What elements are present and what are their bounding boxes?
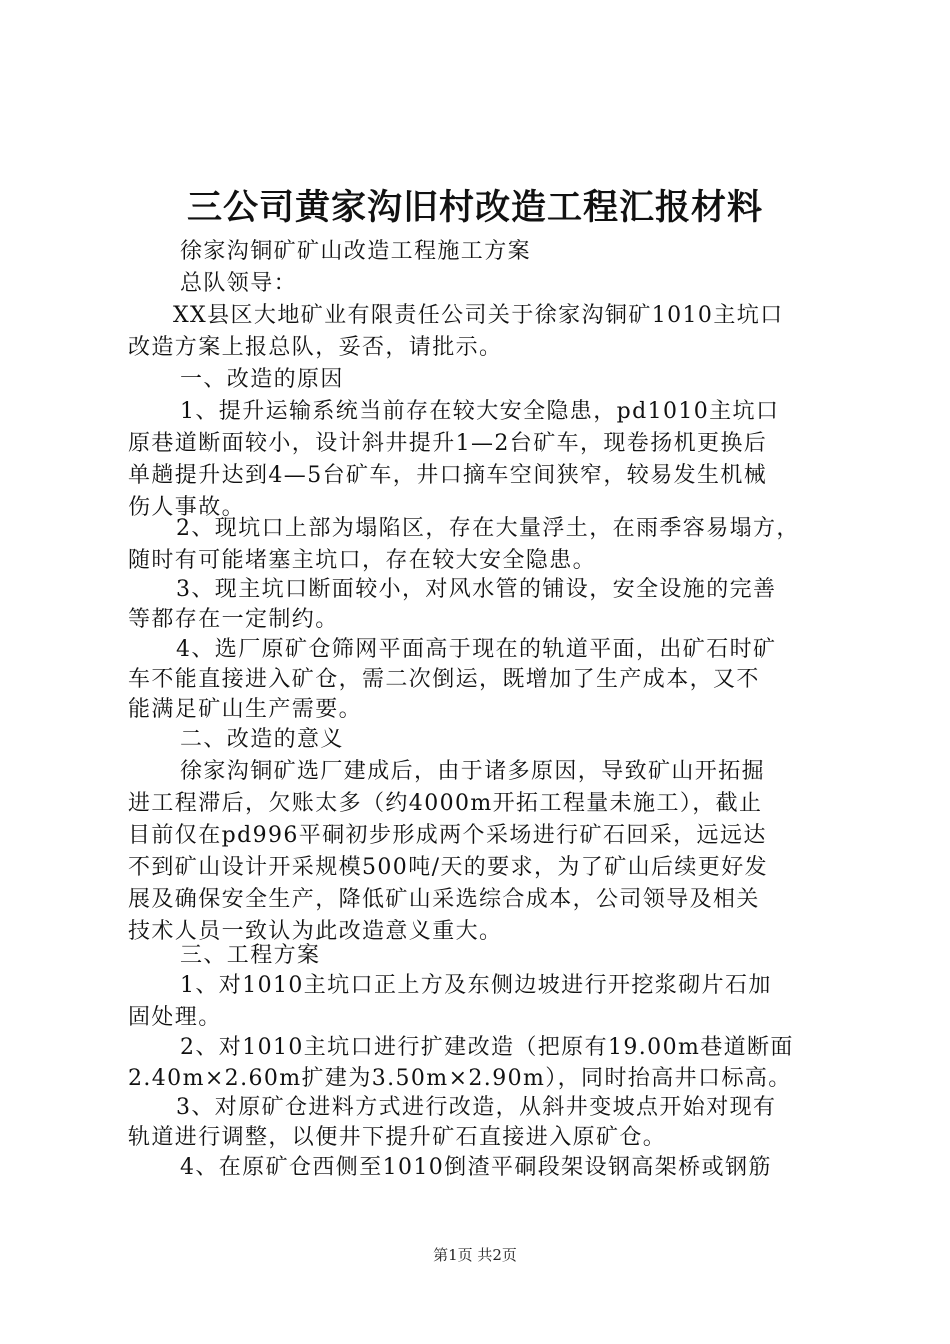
paragraph-line: 随时有可能堵塞主坑口，存在较大安全隐患。: [128, 548, 597, 573]
salutation-line: 总队领导：: [180, 271, 298, 296]
paragraph-line: 伤人事故。: [128, 495, 246, 520]
paragraph-line: 轨道进行调整，以便井下提升矿石直接进入原矿仓。: [128, 1125, 667, 1150]
paragraph-line: 2、对1010主坑口进行扩建改造（把原有19.00m巷道断面: [180, 1035, 794, 1060]
section-heading: 一、改造的原因: [180, 367, 344, 392]
document-title: 三公司黄家沟旧村改造工程汇报材料: [186, 187, 763, 228]
paragraph-line: 技术人员一致认为此改造意义重大。: [128, 919, 503, 944]
paragraph-line: 单趟提升达到4—5台矿车，井口摘车空间狭窄，较易发生机械: [128, 463, 768, 488]
paragraph-line: 固处理。: [128, 1005, 222, 1030]
paragraph-line: 能满足矿山生产需要。: [128, 697, 363, 722]
paragraph-line: 车不能直接进入矿仓，需二次倒运，既增加了生产成本，又不: [128, 667, 760, 692]
section-heading: 三、工程方案: [180, 943, 321, 968]
paragraph-line: 4、在原矿仓西侧至1010倒渣平硐段架设钢高架桥或钢筋: [180, 1155, 772, 1180]
paragraph-line: 进工程滞后，欠账太多（约4000m开拓工程量未施工），截止: [128, 791, 763, 816]
paragraph-line: 不到矿山设计开采规模500吨/天的要求，为了矿山后续更好发: [128, 855, 769, 880]
paragraph-line: 原巷道断面较小，设计斜井提升1—2台矿车，现卷扬机更换后: [128, 431, 768, 456]
paragraph-line: 2.40m×2.60m扩建为3.50m×2.90m），同时抬高井口标高。: [128, 1066, 792, 1091]
paragraph-line: 3、现主坑口断面较小，对风水管的铺设，安全设施的完善: [176, 577, 777, 602]
paragraph-line: 徐家沟铜矿选厂建成后，由于诸多原因，导致矿山开拓掘: [180, 759, 766, 784]
paragraph-line: XX县区大地矿业有限责任公司关于徐家沟铜矿1010主坑口: [173, 303, 784, 328]
paragraph-line: 改造方案上报总队，妥否，请批示。: [128, 335, 503, 360]
subtitle-line: 徐家沟铜矿矿山改造工程施工方案: [180, 239, 532, 264]
paragraph-line: 2、现坑口上部为塌陷区，存在大量浮土，在雨季容易塌方，: [176, 516, 800, 541]
page-footer: 第1页 共2页: [433, 1246, 517, 1264]
paragraph-line: 目前仅在pd996平硐初步形成两个采场进行矿石回采，远远达: [128, 823, 767, 848]
paragraph-line: 1、对1010主坑口正上方及东侧边坡进行开挖浆砌片石加: [180, 973, 772, 998]
paragraph-line: 1、提升运输系统当前存在较大安全隐患，pd1010主坑口: [180, 399, 780, 424]
paragraph-line: 4、选厂原矿仓筛网平面高于现在的轨道平面，出矿石时矿: [176, 637, 777, 662]
paragraph-line: 展及确保安全生产，降低矿山采选综合成本，公司领导及相关: [128, 887, 760, 912]
paragraph-line: 3、对原矿仓进料方式进行改造，从斜井变坡点开始对现有: [176, 1095, 777, 1120]
paragraph-line: 等都存在一定制约。: [128, 607, 339, 632]
section-heading: 二、改造的意义: [180, 727, 344, 752]
